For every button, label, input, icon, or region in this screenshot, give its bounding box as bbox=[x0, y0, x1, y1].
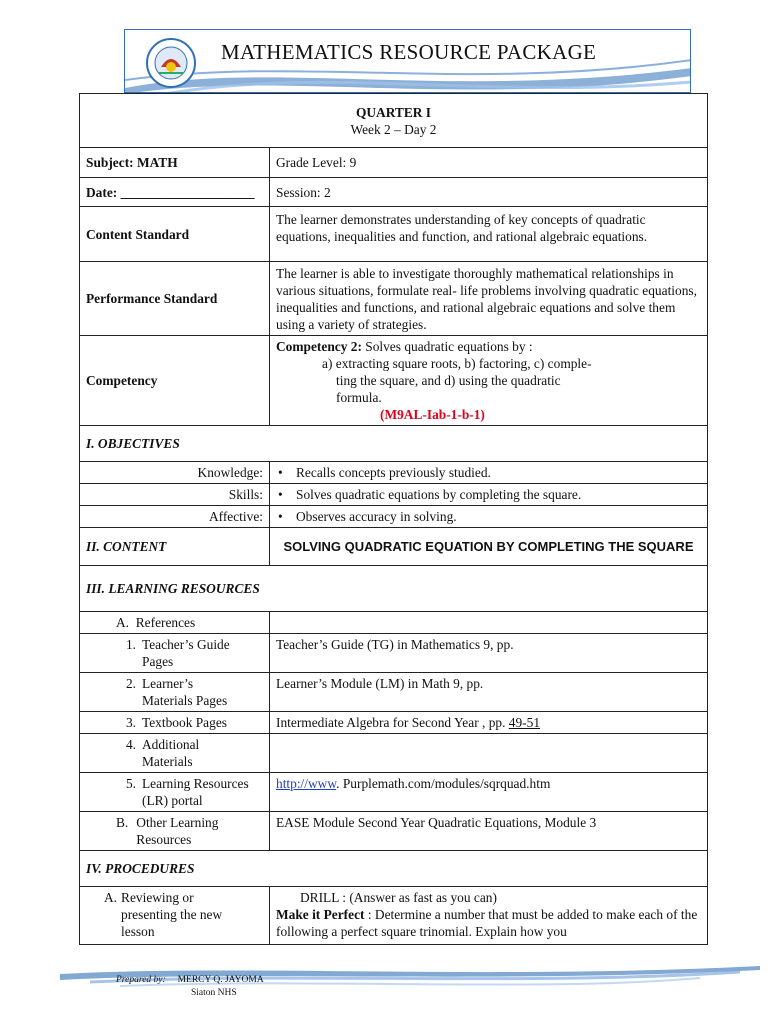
objective-text: Recalls concepts previously studied. bbox=[296, 465, 491, 480]
resource-number: 2. bbox=[125, 676, 136, 691]
other-resources-row bbox=[80, 812, 708, 851]
preparer-school: Siaton NHS bbox=[191, 988, 237, 998]
competency-label: Competency bbox=[80, 336, 270, 426]
resource-row bbox=[80, 712, 708, 734]
competency-line-3: formula. bbox=[336, 390, 382, 405]
grade-level-cell: Grade Level: 9 bbox=[270, 148, 708, 178]
week-day: Week 2 – Day 2 bbox=[350, 121, 437, 137]
make-perfect-label: Make it Perfect bbox=[276, 907, 365, 922]
content-standard-label: Content Standard bbox=[80, 207, 270, 262]
prepared-by bbox=[116, 975, 264, 985]
resource-label-2: (LR) portal bbox=[142, 793, 203, 808]
resources-heading: III. LEARNING RESOURCES bbox=[80, 566, 708, 612]
performance-standard-label: Performance Standard bbox=[80, 262, 270, 336]
resource-label-2: Materials bbox=[142, 754, 193, 769]
resource-label: Textbook Pages bbox=[142, 715, 227, 730]
session-cell: Session: 2 bbox=[270, 178, 708, 207]
lr-portal-link[interactable]: http://www bbox=[276, 776, 337, 791]
prepared-label: Prepared by: bbox=[116, 975, 166, 985]
make-perfect-text: : Determine a number that must be added to make each of the following a perfect square trinomial. Explain how you bbox=[276, 907, 698, 939]
quarter-title: QUARTER I bbox=[355, 104, 432, 120]
objective-label: Affective: bbox=[80, 506, 270, 528]
references-label: References bbox=[135, 615, 196, 630]
footer-swoosh-graphic bbox=[0, 962, 768, 1012]
resource-label: Additional bbox=[142, 737, 200, 752]
other-resources-marker: B. bbox=[116, 815, 129, 830]
procedure-label-3: lesson bbox=[121, 924, 155, 939]
performance-standard-row bbox=[80, 262, 708, 336]
competency-row bbox=[80, 336, 708, 426]
resource-row bbox=[80, 734, 708, 773]
header-banner bbox=[124, 29, 691, 93]
competency-line-2: ting the square, and d) using the quadratic bbox=[336, 373, 561, 388]
procedure-label-2: presenting the new bbox=[121, 907, 223, 922]
other-resources-label-2: Resources bbox=[136, 832, 192, 847]
objectives-heading: I. OBJECTIVES bbox=[80, 426, 708, 462]
objective-row bbox=[80, 462, 708, 484]
competency-lead-text: Solves quadratic equations by : bbox=[361, 339, 533, 354]
content-row bbox=[80, 528, 708, 566]
procedure-label: Reviewing or bbox=[121, 890, 194, 905]
competency-lead: Competency 2: bbox=[276, 339, 362, 354]
subject-row bbox=[80, 148, 708, 178]
resource-label: Learner’s bbox=[142, 676, 194, 691]
resource-value: Intermediate Algebra for Second Year , pp. bbox=[276, 715, 509, 730]
bullet-icon: • bbox=[278, 487, 283, 502]
resource-row bbox=[80, 673, 708, 712]
references-marker: A. bbox=[116, 615, 130, 630]
competency-line-1: a) extracting square roots, b) factoring, c) comple- bbox=[322, 356, 592, 371]
lesson-plan-table bbox=[79, 93, 708, 945]
performance-standard-text: The learner is able to investigate thoroughly mathematical relationships in various situations, formulate real- life problems involving quadratic equations, inequalities and functions, and rational algebraic equations and solve them using a variety of strategies. bbox=[270, 262, 708, 336]
references-row bbox=[80, 612, 708, 634]
date-row bbox=[80, 178, 708, 207]
quarter-row bbox=[80, 94, 708, 148]
objective-label: Knowledge: bbox=[80, 462, 270, 484]
date-cell: Date: ____________________ bbox=[80, 178, 270, 207]
page-title: MATHEMATICS RESOURCE PACKAGE bbox=[221, 40, 597, 64]
resource-label-2: Materials Pages bbox=[142, 693, 228, 708]
objective-row bbox=[80, 484, 708, 506]
objective-text: Solves quadratic equations by completing the square. bbox=[296, 487, 582, 502]
resource-number: 5. bbox=[125, 776, 136, 791]
content-heading: II. CONTENT bbox=[80, 528, 270, 566]
resource-row bbox=[80, 634, 708, 673]
resource-label: Teacher’s Guide bbox=[142, 637, 230, 652]
objective-text: Observes accuracy in solving. bbox=[296, 509, 457, 524]
objective-row bbox=[80, 506, 708, 528]
content-standard-row bbox=[80, 207, 708, 262]
procedure-row bbox=[80, 887, 708, 945]
procedure-marker: A. bbox=[104, 890, 118, 905]
procedures-heading: IV. PROCEDURES bbox=[80, 851, 708, 887]
resource-row bbox=[80, 773, 708, 812]
content-topic: SOLVING QUADRATIC EQUATION BY COMPLETING THE SQUARE bbox=[270, 528, 708, 566]
resource-number: 4. bbox=[125, 737, 136, 752]
content-standard-text: The learner demonstrates understanding of key concepts of quadratic equations, inequalities and function, and rational algebraic equations. bbox=[270, 207, 708, 262]
resource-number: 1. bbox=[125, 637, 136, 652]
objective-label: Skills: bbox=[80, 484, 270, 506]
bullet-icon: • bbox=[278, 465, 283, 480]
deped-seal-logo bbox=[145, 37, 197, 89]
resource-number: 3. bbox=[125, 715, 136, 730]
resource-value: Learner’s Module (LM) in Math 9, pp. bbox=[270, 673, 708, 712]
resource-value: . Purplemath.com/modules/sqrquad.htm bbox=[336, 776, 551, 791]
competency-code: (M9AL-Iab-1-b-1) bbox=[380, 407, 485, 422]
subject-cell: Subject: MATH bbox=[80, 148, 270, 178]
objectives-heading-row bbox=[80, 426, 708, 462]
resource-label-2: Pages bbox=[142, 654, 174, 669]
preparer-name: MERCY Q. JAYOMA bbox=[177, 975, 264, 985]
bullet-icon: • bbox=[278, 509, 283, 524]
resource-label: Learning Resources bbox=[142, 776, 249, 791]
resource-pages: 49-51 bbox=[508, 715, 541, 730]
resources-heading-row bbox=[80, 566, 708, 612]
other-resources-value: EASE Module Second Year Quadratic Equations, Module 3 bbox=[270, 812, 708, 851]
drill-text: DRILL : (Answer as fast as you can) bbox=[300, 890, 497, 905]
other-resources-label: Other Learning bbox=[136, 815, 219, 830]
resource-value: Teacher’s Guide (TG) in Mathematics 9, pp. bbox=[270, 634, 708, 673]
procedures-heading-row bbox=[80, 851, 708, 887]
